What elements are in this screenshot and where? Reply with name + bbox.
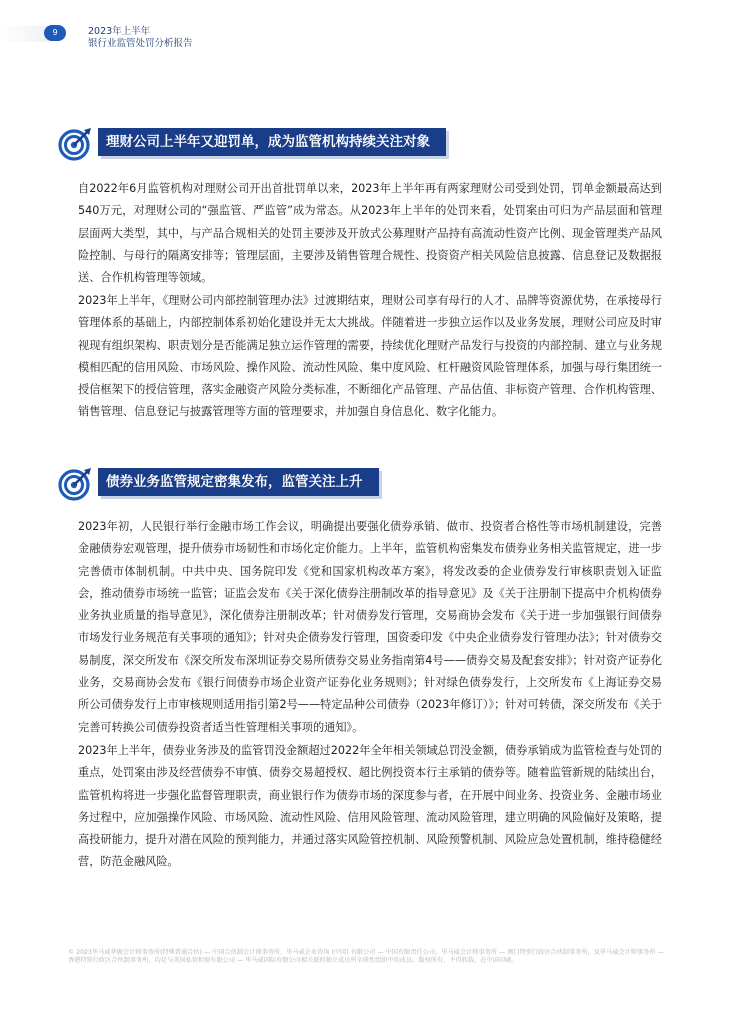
header-line-1: 2023年上半年 [88,26,151,37]
header-line-2: 银行业监管处罚分析报告 [88,38,193,49]
section-2-paragraph-1: 2023年初，人民银行举行金融市场工作会议，明确提出要强化债券承销、做市、投资者合格性等市场机制建设，完善金融债券宏观管理，提升债券市场韧性和市场化定价能力。上半年，监管机构密集发布债券业务相关监管规定，进一步完善债市体制机制。中共中央、国务院印发《党和国家机构改革方案》，将发改委的企业债券发行审核职责划入证监会，推动债券市场统一监管；证监会发布《关于深化债券注册制改革的指导意见》及《关于注册制下提高中介机构债券业务执业质量的指导意见》，深化债券注册制改革；针对债券发行管理，交易商协会发布《关于进一步加强银行间债券市场发行业务规范有关事项的通知》；针对央企债券发行管理，国资委印发《中央企业债券发行管理办法》；针对债券交易制度，深交所发布《深交所发布深圳证券交易所债券交易业务指南第4号——债券交易及配套安排》；针对资产证券化业务，交易商协会发布《银行间债券市场企业资产证券化业务规则》；针对绿色债券发行，上交所发布《上海证券交易所公司债券发行上市审核规则适用指引第2号——特定品种公司债券（2023年修订）》；针对可转债，深交所发布《关于完善可转换公司债券投资者适当性管理相关事项的通知》。 [78,520,662,734]
target-icon [58,127,92,161]
section-1-paragraph-1: 自2022年6月监管机构对理财公司开出首批罚单以来，2023年上半年再有两家理财公司受到处罚，罚单金额最高达到540万元，对理财公司的“强监管、严监管”成为常态。从2023年上半年的处罚来看，处罚案由可归为产品层面和管理层面两大类型，其中，与产品合规相关的处罚主要涉及开放式公募理财产品持有高流动性资产比例、现金管理类产品风险控制、与母行的隔离安排等；管理层面，主要涉及销售管理合规性、投资资产相关风险信息披露、信息登记及数据报送、合作机构管理等领域。 [78,182,662,285]
running-header [88,26,193,50]
section-title-1: 理财公司上半年又迎罚单，成为监管机构持续关注对象 [98,128,446,156]
section-2-paragraph-2: 2023年上半年，债券业务涉及的监管罚没金额超过2022年全年相关领域总罚没金额，债券承销成为监管检查与处罚的重点，处罚案由涉及经营债券不审慎、债券交易超授权、超比例投资本行主承销的债券等。随着监管新规的陆续出台，监管机构将进一步强化监督管理职责，商业银行作为债券市场的深度参与者，在开展中间业务、投资业务、金融市场业务过程中，应加强操作风险、市场风险、流动性风险、信用风险管理、流动风险管理，建立明确的风险偏好及策略，提高投研能力，提升对潜在风险的预判能力，并通过落实风险管控机制、风险预警机制、风险应急处置机制，维持稳健经营，防范金融风险。 [78,744,662,869]
section-1-paragraph-2: 2023年上半年，《理财公司内部控制管理办法》过渡期结束，理财公司享有母行的人才、品牌等资源优势，在承接母行管理体系的基础上，内部控制体系初始化建设并无太大挑战。伴随着进一步独立运作以及业务发展，理财公司应及时审视现有组织架构、职责划分是否能满足独立运作管理的需要，持续优化理财产品发行与投资的内部控制、建立与业务规模相匹配的信用风险、市场风险、操作风险、流动性风险、集中度风险、杠杆融资风险管理体系，加强与母行集团统一授信框架下的授信管理，落实金融资产风险分类标准，不断细化产品管理、产品估值、非标资产管理、合作机构管理、销售管理、信息登记与披露管理等方面的管理要求，并加强自身信息化、数字化能力。 [78,294,662,419]
copyright-footer: © 2023毕马威华振会计师事务所(特殊普通合伙) — 中国合伙制会计师事务所，毕马威企业咨询 (中国) 有限公司 — 中国有限责任公司，毕马威会计师事务所 — 澳门特别行政区合伙制事务所，及毕马威会计师事务所 — 香港特别行政区合伙制事务所，均是与英国私营担保有限公司 — 毕马威国际有限公司相关联的独立成员所全球性组织中的成员。版权所有，不得转载。在中国印刷。 [68,949,664,965]
target-icon [58,467,92,501]
page-number-badge: 9 [44,25,66,41]
section-title-2: 债券业务监管规定密集发布，监管关注上升 [98,468,379,496]
